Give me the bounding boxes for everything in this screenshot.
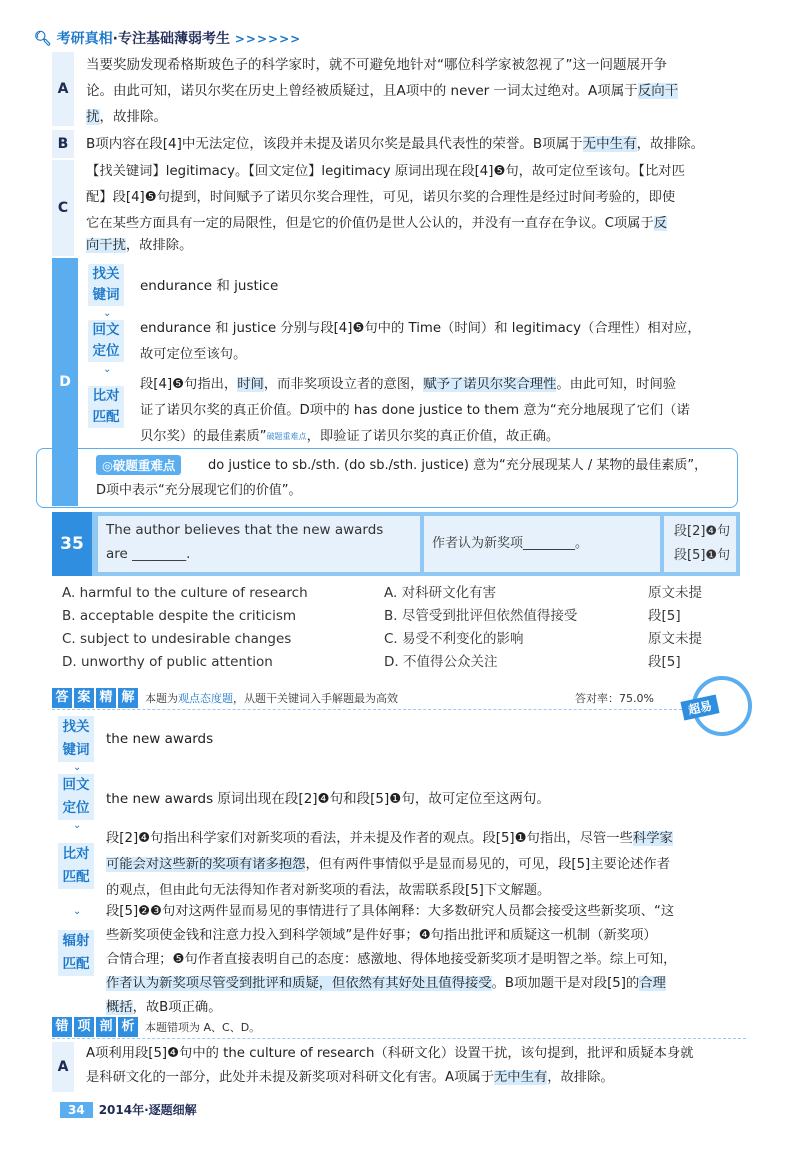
label: 比对	[92, 388, 120, 404]
highlight: 扰	[86, 109, 100, 125]
option-b-text	[86, 131, 744, 157]
question-stem-en	[98, 516, 420, 572]
chevron-down-icon: ⌄	[103, 308, 112, 319]
label: 匹配	[92, 409, 120, 425]
title-char: 项	[74, 1017, 94, 1037]
text-line: The author believes that the new awards	[106, 522, 384, 538]
text-span: B项内容在段[4]中无法定位，该段并未提及诺贝尔奖是最具代表性的荣誉。B项属于	[86, 136, 583, 152]
highlight: 时间	[237, 377, 264, 392]
wrong-options-note: 本题错项为 A、C、D。	[145, 1021, 261, 1034]
option-tag: B	[52, 130, 74, 158]
highlight: 向干扰	[86, 238, 126, 253]
label: 找关	[92, 266, 120, 282]
text-span: ，故B项正确。	[132, 1000, 222, 1015]
label: 辐射	[62, 933, 90, 949]
step-text	[140, 316, 746, 368]
label: 比对	[62, 846, 90, 862]
text-span: 。由此可知，时间验	[556, 377, 677, 392]
title-char: 解	[118, 688, 138, 708]
label: 找关	[62, 719, 90, 735]
label: 回文	[62, 777, 90, 793]
text-span: 是科研文化的一部分，此处并未提及新奖项对科研文化有害。A项属于	[86, 1070, 495, 1085]
highlight: 科学家	[632, 831, 673, 846]
text-line: 的观点，但由此句无法得知作者对新奖项的看法，故需联系段[5]下文解题。	[106, 883, 551, 898]
highlight: 合理	[639, 976, 666, 991]
option-a-cn: A. 对科研文化有害	[384, 585, 497, 601]
text-line	[86, 104, 744, 130]
brand-name: 考研真相	[56, 31, 113, 47]
step-radiate	[58, 930, 94, 976]
option-tag: A	[52, 1042, 74, 1092]
text-span: 本题为	[145, 692, 178, 705]
text-span: ，故排除。	[125, 238, 193, 253]
text-line: 故可定位至该句。	[140, 347, 247, 362]
footer-text: 2014年·逐题细解	[98, 1103, 197, 1117]
highlight: 反	[653, 216, 668, 231]
highlight: 赋予了诺贝尔奖合理性	[423, 377, 557, 392]
text-span: ，故排除。	[547, 1070, 614, 1085]
chevron-down-icon: ⌄	[73, 820, 82, 831]
step-compare	[58, 843, 94, 889]
title-char: 错	[52, 1017, 72, 1037]
text-line	[140, 424, 746, 450]
option-c-source: 原文未提	[648, 631, 702, 647]
option-b-source: 段[5]	[648, 608, 681, 624]
title-char: 析	[118, 1017, 138, 1037]
difficulty-line: D项中表示“充分展现它们的价值”。	[96, 483, 302, 498]
chevron-down-icon: ⌄	[73, 906, 82, 917]
magnifier-icon: 🔍︎	[34, 31, 52, 47]
title-char: 案	[74, 688, 94, 708]
option-b-cn: B. 尽管受到批评但依然值得接受	[384, 608, 578, 624]
title-char: 精	[96, 688, 116, 708]
text-line: 合情合理；❺句作者直接表明自己的态度：感激地、得体地接受新奖项才是明智之举。综上可知，	[106, 952, 677, 967]
label: 回文	[92, 322, 120, 338]
text-line: endurance 和 justice 分别与段[4]❺句中的 Time（时间）和 legitimacy（合理性）相对应，	[140, 321, 701, 336]
question-stem-cn: 作者认为新奖项________。	[424, 516, 660, 572]
difficulty-label: ◎破题重难点	[96, 455, 181, 475]
arrows-decoration: >>>>>>	[234, 32, 302, 46]
text-line	[140, 372, 746, 398]
title-char: 答	[52, 688, 72, 708]
text-span: 段[2]❹句指出科学家们对新奖项的看法，并未提及作者的观点。段[5]❶句指出，尽管一些	[106, 831, 633, 846]
text-span: 。B项加题干是对段[5]的	[491, 976, 640, 991]
highlight: 无中生有	[582, 136, 637, 152]
header	[34, 28, 301, 48]
wrong-options-title	[52, 1017, 138, 1037]
option-a-source: 原文未提	[648, 585, 702, 601]
highlight: 作者认为新奖项尽管受到批评和质疑，但依然有其好处且值得接受	[106, 976, 492, 991]
label: 定位	[92, 343, 120, 359]
option-c-en: C. subject to undesirable changes	[62, 631, 292, 647]
option-a-en: A. harmful to the culture of research	[62, 585, 308, 601]
divider	[52, 1038, 746, 1040]
option-tag: A	[52, 52, 74, 126]
text-line	[86, 78, 744, 104]
text-span: ，故排除。	[636, 136, 705, 152]
step-find-keyword	[88, 264, 124, 306]
slogan: ·专注基础薄弱考生	[112, 31, 230, 47]
text-span: ，从题干关键词入手解题最为高效	[233, 692, 398, 705]
text-span: 段[4]❺句指出，	[140, 377, 238, 392]
step-find-keyword	[58, 716, 94, 762]
text-span: ，但有两件事情似乎是显而易见的，可见，段[5]主要论述作者	[305, 857, 671, 872]
question-number: 35	[52, 512, 92, 576]
option-d-cn: D. 不值得公众关注	[384, 654, 498, 670]
wrong-option-a	[52, 1042, 746, 1092]
question-35	[52, 512, 740, 576]
wrong-option-a-text	[86, 1042, 744, 1090]
text-line: 【找关键词】legitimacy。【回文定位】legitimacy 原词出现在段[4]❺句，故可定位至该句。【比对匹	[86, 164, 685, 179]
option-a-text	[86, 52, 744, 130]
text-span: 贝尔奖）的最佳素质”	[140, 429, 267, 444]
title-char: 剖	[96, 1017, 116, 1037]
label: 匹配	[62, 869, 90, 885]
step-text	[106, 826, 742, 904]
option-d-source: 段[5]	[648, 654, 681, 670]
step-locate	[58, 774, 94, 820]
text-line: A项利用段[5]❹句中的 the culture of research（科研文化）设置干扰，该句提到，批评和质疑本身就	[86, 1046, 694, 1061]
option-b-en: B. acceptable despite the criticism	[62, 608, 297, 624]
highlight: 可能会对这些新的奖项有诸多抱怨	[106, 857, 306, 872]
text-span: 它在某些方面具有一定的局限性，但是它的价值仍是世人公认的，并没有一直存在争议。C项属于	[86, 216, 654, 231]
option-d-en: D. unworthy of public attention	[62, 654, 273, 670]
difficulty-mark: 破题重难点	[266, 432, 307, 441]
highlight: 无中生有	[494, 1070, 548, 1085]
difficulty-line: do justice to sb./sth. (do sb./sth. justice) 意为“充分展现某人 / 某物的最佳素质”，	[208, 458, 708, 473]
text-line: 当要奖励发现希格斯玻色子的科学家时，就不可避免地针对“哪位科学家被忽视了”这一问题展开争	[86, 57, 667, 73]
step-text: the new awards	[106, 731, 214, 747]
step-text: the new awards 原词出现在段[2]❹句和段[5]❶句，故可定位至这两句。	[106, 791, 550, 807]
chevron-down-icon: ⌄	[73, 762, 82, 773]
text-span: ，故排除。	[99, 109, 167, 125]
text-line	[106, 996, 742, 1020]
text-line: 段[5]❶句	[674, 548, 731, 563]
accuracy-rate: 答对率：75.0%	[575, 692, 654, 705]
text-line	[106, 972, 742, 996]
text-span: 论。由此可知，诺贝尔奖在历史上曾经被质疑过，且A项中的 never 一词太过绝对。A项属于	[86, 83, 638, 99]
text-line: 段[5]❷❸句对这两件显而易见的事情进行了具体阐释：大多数研究人员都会接受这些新奖项、“这	[106, 904, 675, 919]
label: 匹配	[62, 956, 90, 972]
step-locate	[88, 320, 124, 362]
label: 键词	[62, 742, 90, 758]
step-text	[106, 900, 742, 1020]
text-line: 段[2]❹句	[674, 524, 731, 539]
chevron-down-icon: ⌄	[103, 364, 112, 375]
text-line: 配】段[4]❺句提到，时间赋予了诺贝尔奖合理性，可见，诺贝尔奖的合理性是经过时间考验的，即使	[86, 190, 676, 205]
text-span: ，而非奖项设立者的意图，	[263, 377, 424, 392]
difficulty-badge: 超易	[680, 694, 719, 720]
step-compare	[88, 386, 124, 428]
text-line	[106, 826, 742, 852]
text-span: ，即验证了诺贝尔奖的真正价值，故正确。	[306, 429, 560, 444]
option-tag: C	[52, 160, 74, 256]
option-b-explanation	[52, 130, 746, 158]
option-tag: D	[52, 258, 78, 506]
option-a-explanation	[52, 52, 746, 126]
step-text: endurance 和 justice	[140, 278, 279, 294]
highlight: 概括	[106, 1000, 133, 1015]
answer-section-title	[52, 688, 138, 708]
text-line: 些新奖项使金钱和注意力投入到科学领域”是件好事；❹句指出批评和质疑这一机制（新奖项）	[106, 928, 657, 943]
text-line	[86, 1066, 744, 1090]
question-location	[664, 516, 736, 572]
text-line: are ________.	[106, 546, 191, 562]
page-footer	[60, 1101, 197, 1118]
highlight: 反向干	[637, 83, 679, 99]
text-line	[106, 852, 742, 878]
label: 键词	[92, 287, 120, 303]
label: 定位	[62, 800, 90, 816]
highlight: 观点态度题	[178, 692, 233, 705]
step-text	[140, 372, 746, 450]
text-line: 证了诺贝尔奖的真正价值。D项中的 has done justice to them 意为“充分地展现了它们（诺	[140, 403, 690, 418]
option-c-explanation	[52, 160, 746, 256]
page-number: 34	[60, 1102, 93, 1118]
question-type-note	[145, 690, 398, 706]
option-c-text	[86, 159, 744, 259]
divider	[52, 709, 692, 711]
option-c-cn: C. 易受不利变化的影响	[384, 631, 524, 647]
